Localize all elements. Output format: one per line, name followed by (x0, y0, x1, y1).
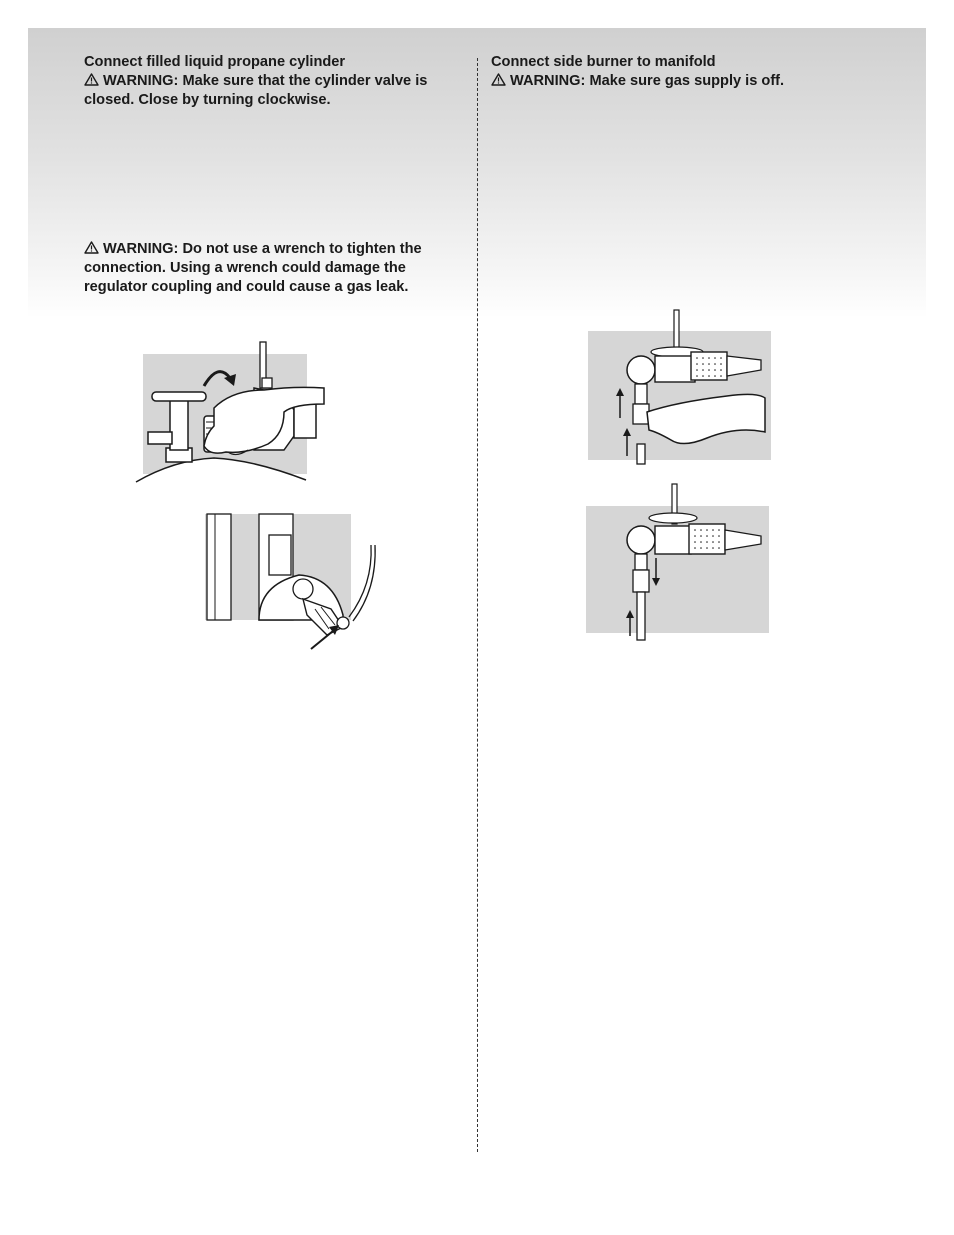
right-column (491, 53, 891, 91)
figure-side-burner-connect (585, 482, 771, 644)
left-column-warning-2 (84, 240, 464, 297)
left-warning-2-text: WARNING: Do not use a wrench to tighten the connection. Using a wrench could damage the regulator coupling and could cause a gas leak. (84, 241, 422, 295)
right-warning-1 (491, 72, 891, 91)
right-warning-1-text: WARNING: Make sure gas supply is off. (510, 73, 785, 89)
warning-triangle-icon (491, 73, 506, 86)
column-divider (477, 58, 478, 1152)
right-section-title: Connect side burner to manifold (491, 54, 716, 70)
warning-triangle-icon (84, 73, 99, 86)
figure-side-burner-disconnect (587, 308, 773, 468)
left-section-title: Connect filled liquid propane cylinder (84, 54, 346, 70)
left-warning-2 (84, 240, 464, 297)
left-warning-1-text: WARNING: Make sure that the cylinder valve is closed. Close by turning clockwise. (84, 73, 428, 108)
left-column (84, 53, 464, 110)
warning-triangle-icon (84, 241, 99, 254)
figure-cylinder-valve-tighten (134, 338, 334, 484)
figure-regulator-attached (203, 505, 383, 651)
left-warning-1 (84, 72, 464, 110)
